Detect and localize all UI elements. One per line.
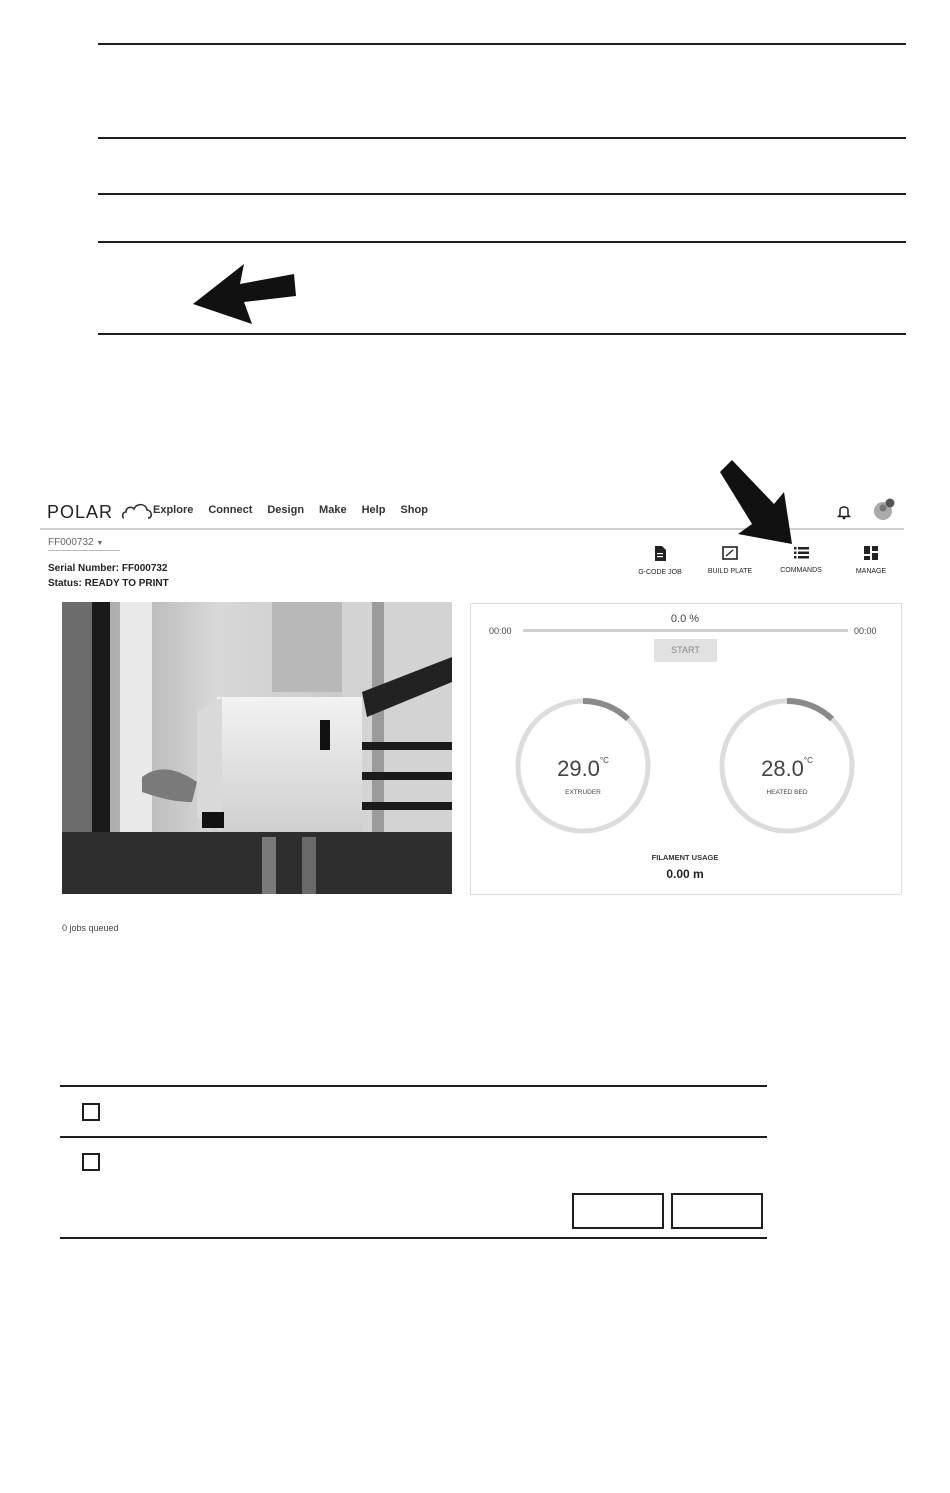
chevron-down-icon: ▼ bbox=[96, 540, 104, 547]
dashboard-icon bbox=[864, 546, 878, 560]
nav-link-help[interactable]: Help bbox=[361, 504, 386, 516]
answer-box-1[interactable] bbox=[572, 1193, 664, 1229]
build-plate-icon bbox=[722, 546, 738, 560]
nav-link-connect[interactable]: Connect bbox=[208, 504, 253, 516]
gcode-job-label: G-CODE JOB bbox=[638, 569, 682, 576]
checkbox-1[interactable] bbox=[82, 1103, 100, 1121]
printer-selector-value: FF000732 bbox=[48, 537, 94, 548]
form-rule-4 bbox=[98, 241, 906, 243]
form-rule-6 bbox=[60, 1085, 767, 1087]
printer-selector[interactable] bbox=[48, 537, 120, 551]
extruder-temp-unit: °C bbox=[599, 756, 609, 765]
form-rule-8 bbox=[60, 1237, 767, 1239]
start-button[interactable]: START bbox=[654, 639, 717, 662]
camera-image bbox=[62, 602, 452, 894]
elapsed-time: 00:00 bbox=[489, 626, 512, 636]
form-rule-7 bbox=[60, 1136, 767, 1138]
logo-text: POLAR bbox=[47, 502, 114, 522]
cloud-icon bbox=[121, 500, 155, 522]
heated-bed-temp bbox=[734, 756, 840, 782]
main-nav bbox=[153, 504, 443, 516]
nav-link-make[interactable]: Make bbox=[319, 504, 347, 516]
list-icon bbox=[794, 546, 809, 559]
commands-button[interactable] bbox=[766, 546, 836, 574]
extruder-label: EXTRUDER bbox=[565, 789, 601, 796]
heated-bed-temp-unit: °C bbox=[803, 756, 813, 765]
build-plate-label: BUILD PLATE bbox=[707, 568, 753, 575]
nav-link-explore[interactable]: Explore bbox=[153, 504, 194, 516]
build-plate-button[interactable] bbox=[695, 546, 765, 575]
checkbox-2[interactable] bbox=[82, 1153, 100, 1171]
remaining-time: 00:00 bbox=[854, 626, 877, 636]
form-rule-3 bbox=[98, 193, 906, 195]
progress-bar bbox=[523, 629, 848, 632]
jobs-queued: 0 jobs queued bbox=[62, 923, 119, 933]
commands-label: COMMANDS bbox=[780, 567, 822, 574]
down-right-arrow-icon bbox=[716, 458, 796, 548]
file-icon bbox=[654, 546, 666, 561]
nav-link-design[interactable]: Design bbox=[267, 504, 305, 516]
extruder-temp-value: 29.0 bbox=[557, 756, 600, 781]
nav-link-shop[interactable]: Shop bbox=[400, 504, 428, 516]
extruder-temp bbox=[530, 756, 636, 782]
user-avatar-icon[interactable] bbox=[873, 498, 897, 522]
form-rule-2 bbox=[98, 137, 906, 139]
filament-usage-value: 0.00 m bbox=[666, 867, 704, 881]
form-rule-1 bbox=[98, 43, 906, 45]
filament-usage-label: FILAMENT USAGE bbox=[651, 853, 719, 862]
answer-box-2[interactable] bbox=[671, 1193, 763, 1229]
gcode-job-button[interactable] bbox=[625, 546, 695, 576]
printer-status: Status: READY TO PRINT bbox=[48, 578, 169, 589]
bell-icon[interactable] bbox=[837, 502, 851, 520]
left-arrow-icon bbox=[190, 262, 300, 326]
serial-number: Serial Number: FF000732 bbox=[48, 563, 168, 574]
heated-bed-temp-value: 28.0 bbox=[761, 756, 804, 781]
camera-feed bbox=[62, 602, 452, 894]
polar-logo[interactable] bbox=[47, 500, 155, 523]
form-rule-5 bbox=[98, 333, 906, 335]
progress-percent: 0.0 % bbox=[670, 613, 700, 625]
manage-label: MANAGE bbox=[855, 568, 887, 575]
manage-button[interactable] bbox=[836, 546, 906, 575]
heated-bed-label: HEATED BED bbox=[766, 789, 808, 796]
